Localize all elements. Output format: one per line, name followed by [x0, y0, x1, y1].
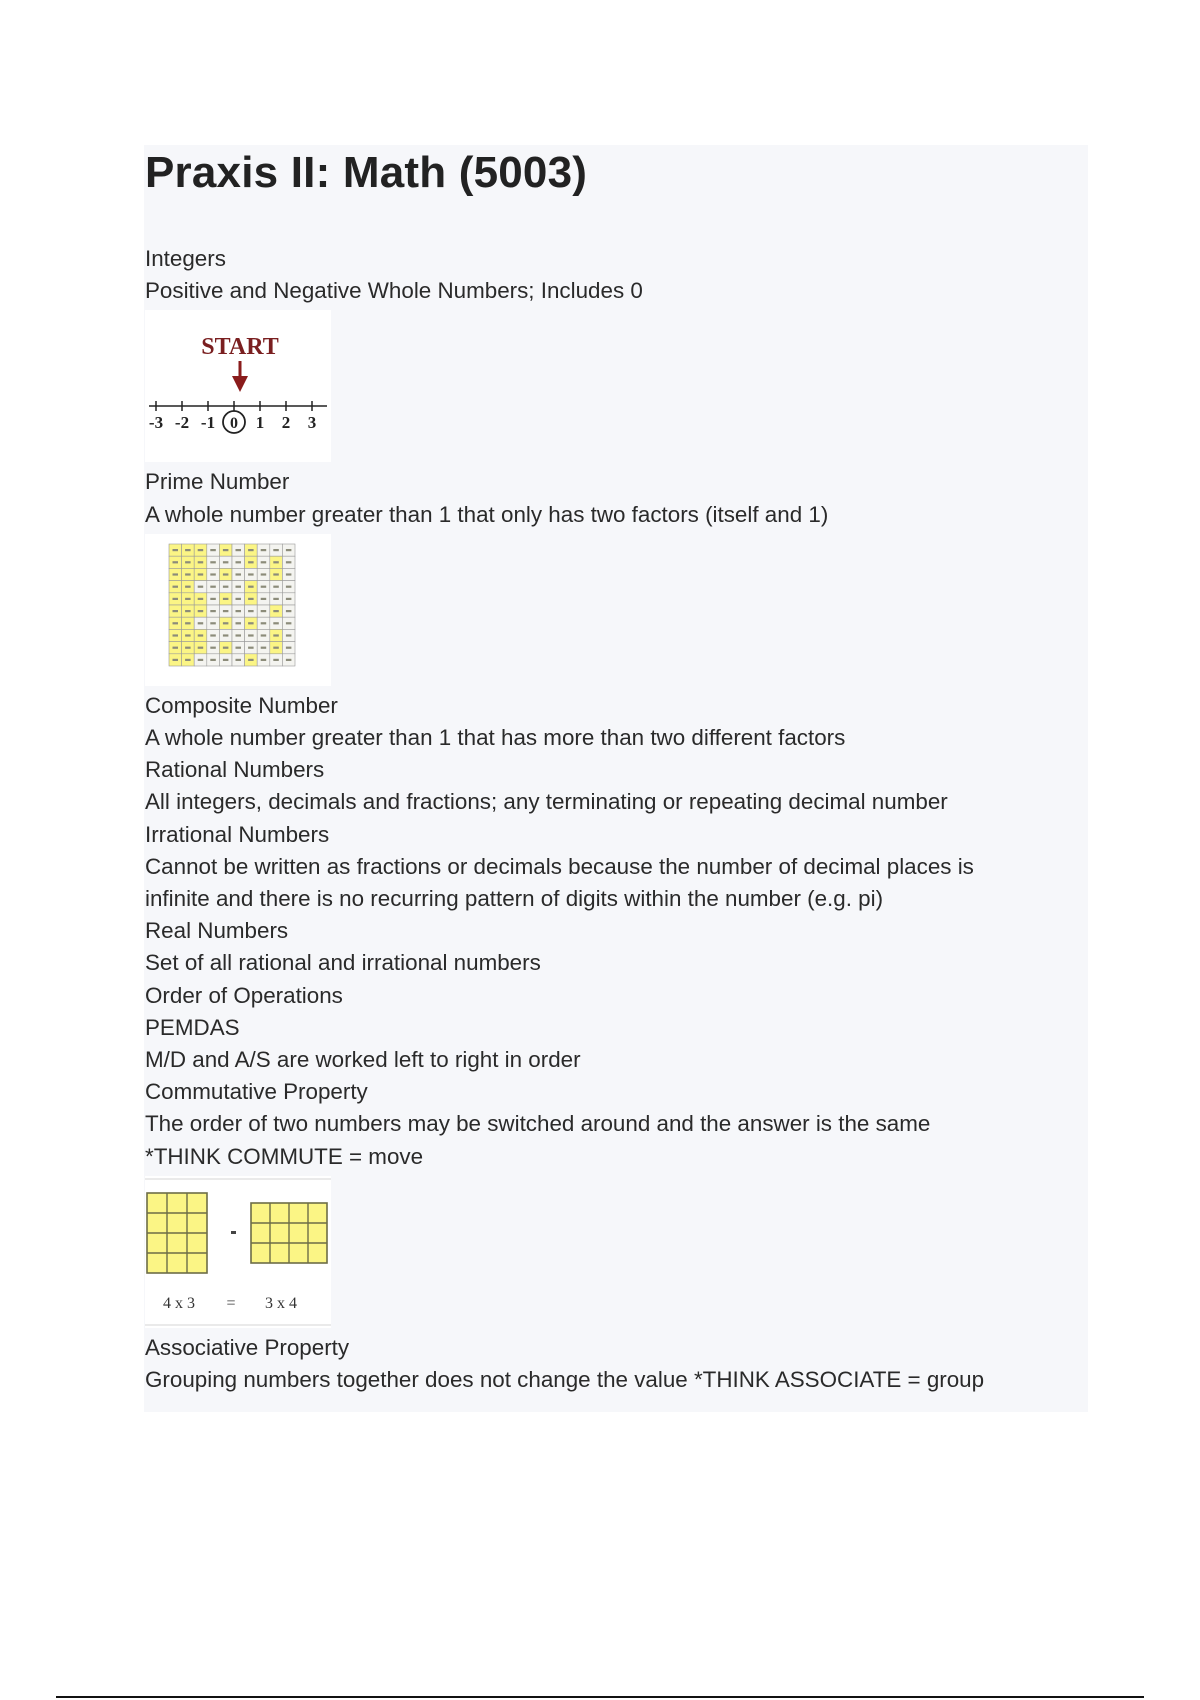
hundreds-chart-digit-mark [210, 610, 216, 612]
definition-real-numbers: Set of all rational and irrational numbers [145, 950, 541, 976]
number-line-image [145, 310, 331, 462]
hundreds-chart-digit-mark [185, 585, 191, 587]
hundreds-chart-digit-mark [248, 634, 254, 636]
hundreds-chart-digit-mark [286, 646, 292, 648]
tick-label: 3 [307, 413, 317, 433]
hundreds-chart-digit-mark [286, 598, 292, 600]
hundreds-chart-digit-mark [210, 561, 216, 563]
hundreds-chart-digit-mark [248, 598, 254, 600]
hundreds-chart-digit-mark [185, 634, 191, 636]
hundreds-chart-digit-mark [173, 634, 179, 636]
hundreds-chart-digit-mark [248, 585, 254, 587]
hundreds-chart-digit-mark [210, 634, 216, 636]
notes-content [145, 243, 1075, 1396]
hundreds-chart-digit-mark [236, 634, 242, 636]
definition-commutative-property-line-1: The order of two numbers may be switched around and the answer is the same [145, 1111, 931, 1137]
hundreds-chart-digit-mark [261, 646, 267, 648]
hundreds-chart-digit-mark [210, 585, 216, 587]
hundreds-chart-digit-mark [286, 634, 292, 636]
hundreds-chart-digit-mark [173, 549, 179, 551]
definition-integers: Positive and Negative Whole Numbers; Includes 0 [145, 278, 643, 304]
hundreds-chart-digit-mark [223, 585, 229, 587]
hundreds-chart-digit-mark [261, 610, 267, 612]
tick-label: -3 [148, 413, 164, 433]
tick-label: 1 [255, 413, 265, 433]
definition-order-of-operations-line-1: PEMDAS [145, 1014, 240, 1040]
prime-hundreds-chart-image [145, 534, 331, 686]
hundreds-chart-digit-mark [248, 610, 254, 612]
hundreds-chart-digit-mark [261, 561, 267, 563]
hundreds-chart-digit-mark [198, 561, 204, 563]
hundreds-chart-digit-mark [173, 573, 179, 575]
hundreds-chart-digit-mark [236, 622, 242, 624]
hundreds-chart-digit-mark [248, 622, 254, 624]
hundreds-chart-digit-mark [210, 549, 216, 551]
hundreds-chart-digit-mark [173, 610, 179, 612]
tick-label: -2 [174, 413, 190, 433]
hundreds-chart-digit-mark [185, 646, 191, 648]
hundreds-chart-digit-mark [273, 646, 279, 648]
hundreds-chart-digit-mark [236, 585, 242, 587]
hundreds-chart-digit-mark [198, 573, 204, 575]
hundreds-chart-digit-mark [185, 659, 191, 661]
hundreds-chart-digit-mark [273, 610, 279, 612]
hundreds-chart-digit-mark [198, 659, 204, 661]
hundreds-chart-digit-mark [286, 549, 292, 551]
hundreds-chart-digit-mark [210, 646, 216, 648]
term-integers: Integers [145, 246, 226, 271]
hundreds-chart-digit-mark [273, 573, 279, 575]
tick-label: 0 [230, 415, 238, 433]
definition-associative-property: Grouping numbers together does not change the value *THINK ASSOCIATE = group [145, 1367, 985, 1393]
tick-label: 2 [281, 413, 291, 433]
hundreds-chart-digit-mark [173, 646, 179, 648]
hundreds-chart-digit-mark [223, 573, 229, 575]
hundreds-chart-digit-mark [223, 634, 229, 636]
hundreds-chart-digit-mark [236, 646, 242, 648]
hundreds-chart-digit-mark [210, 659, 216, 661]
hundreds-chart-digit-mark [223, 549, 229, 551]
hundreds-chart-digit-mark [236, 659, 242, 661]
hundreds-chart-digit-mark [185, 561, 191, 563]
hundreds-chart-digit-mark [210, 622, 216, 624]
commutative-arrays-image [145, 1176, 331, 1328]
hundreds-chart-digit-mark [248, 646, 254, 648]
definition-prime-number: A whole number greater than 1 that only has two factors (itself and 1) [145, 501, 829, 527]
hundreds-chart-digit-mark [198, 646, 204, 648]
hundreds-chart-digit-mark [286, 585, 292, 587]
hundreds-chart-digit-mark [261, 622, 267, 624]
hundreds-chart-digit-mark [273, 585, 279, 587]
array-3-by-4 [251, 1203, 327, 1263]
hundreds-chart-digit-mark [273, 549, 279, 551]
hundreds-chart-digit-mark [236, 549, 242, 551]
hundreds-chart-digit-mark [198, 585, 204, 587]
page-title: Praxis II: Math (5003) [145, 148, 588, 197]
hundreds-chart-digit-mark [198, 549, 204, 551]
definition-composite-number: A whole number greater than 1 that has more than two different factors [145, 725, 846, 751]
hundreds-chart-digit-mark [198, 622, 204, 624]
hundreds-chart-digit-mark [210, 573, 216, 575]
hundreds-chart-grid [145, 534, 331, 686]
hundreds-chart-digit-mark [223, 561, 229, 563]
term-real-numbers: Real Numbers [145, 918, 289, 944]
definition-order-of-operations-line-2: M/D and A/S are worked left to right in order [145, 1047, 581, 1073]
hundreds-chart-digit-mark [223, 622, 229, 624]
hundreds-chart-digit-mark [286, 561, 292, 563]
hundreds-chart-digit-mark [236, 573, 242, 575]
hundreds-chart-digit-mark [286, 573, 292, 575]
hundreds-chart-digit-mark [236, 610, 242, 612]
hundreds-chart-digit-mark [261, 585, 267, 587]
equals-label: = [226, 1294, 236, 1312]
term-prime-number: Prime Number [145, 469, 290, 495]
hundreds-chart-digit-mark [236, 598, 242, 600]
hundreds-chart-digit-mark [210, 598, 216, 600]
hundreds-chart-digit-mark [261, 549, 267, 551]
hundreds-chart-digit-mark [273, 561, 279, 563]
hundreds-chart-digit-mark [273, 598, 279, 600]
hundreds-chart-digit-mark [173, 561, 179, 563]
array-4-by-3 [147, 1193, 207, 1273]
hundreds-chart-digit-mark [248, 573, 254, 575]
hundreds-chart-digit-mark [273, 622, 279, 624]
hundreds-chart-digit-mark [273, 634, 279, 636]
definition-rational-numbers: All integers, decimals and fractions; any terminating or repeating decimal number [145, 789, 948, 815]
left-product-label: 4 x 3 [163, 1294, 195, 1312]
hundreds-chart-digit-mark [286, 610, 292, 612]
hundreds-chart-digit-mark [248, 561, 254, 563]
hundreds-chart-digit-mark [185, 573, 191, 575]
term-rational-numbers: Rational Numbers [145, 757, 325, 783]
term-associative-property: Associative Property [145, 1334, 350, 1360]
definition-commutative-property-line-2: *THINK COMMUTE = move [145, 1143, 424, 1169]
hundreds-chart-digit-mark [198, 634, 204, 636]
hundreds-chart-digit-mark [173, 585, 179, 587]
number-line-start-label: START [201, 334, 279, 361]
hundreds-chart-digit-mark [261, 634, 267, 636]
hundreds-chart-digit-mark [198, 610, 204, 612]
hundreds-chart-digit-mark [273, 659, 279, 661]
hundreds-chart-digit-mark [236, 561, 242, 563]
hundreds-chart-digit-mark [173, 659, 179, 661]
hundreds-chart-digit-mark [261, 598, 267, 600]
hundreds-chart-digit-mark [223, 659, 229, 661]
hundreds-chart-digit-mark [198, 598, 204, 600]
hundreds-chart-digit-mark [185, 610, 191, 612]
right-product-label: 3 x 4 [265, 1294, 297, 1312]
equals-mark [231, 1231, 236, 1234]
hundreds-chart-digit-mark [261, 659, 267, 661]
hundreds-chart-digit-mark [248, 549, 254, 551]
hundreds-chart-digit-mark [223, 646, 229, 648]
hundreds-chart-digit-mark [248, 659, 254, 661]
hundreds-chart-digit-mark [185, 622, 191, 624]
hundreds-chart-digit-mark [185, 598, 191, 600]
hundreds-chart-digit-mark [261, 573, 267, 575]
hundreds-chart-digit-mark [173, 598, 179, 600]
definition-irrational-numbers-line-1: Cannot be written as fractions or decimals because the number of decimal places is [145, 853, 974, 879]
term-order-of-operations: Order of Operations [145, 982, 343, 1008]
term-commutative-property: Commutative Property [145, 1079, 368, 1105]
term-composite-number: Composite Number [145, 692, 338, 718]
hundreds-chart-digit-mark [173, 622, 179, 624]
tick-label: -1 [200, 413, 216, 433]
hundreds-chart-digit-mark [286, 659, 292, 661]
definition-irrational-numbers-line-2: infinite and there is no recurring pattern of digits within the number (e.g. pi) [145, 886, 884, 912]
hundreds-chart-digit-mark [223, 598, 229, 600]
down-arrow-icon [232, 376, 248, 392]
hundreds-chart-digit-mark [286, 622, 292, 624]
page-bottom-rule [56, 1696, 1144, 1698]
hundreds-chart-digit-mark [223, 610, 229, 612]
hundreds-chart-digit-mark [185, 549, 191, 551]
term-irrational-numbers: Irrational Numbers [145, 821, 330, 847]
